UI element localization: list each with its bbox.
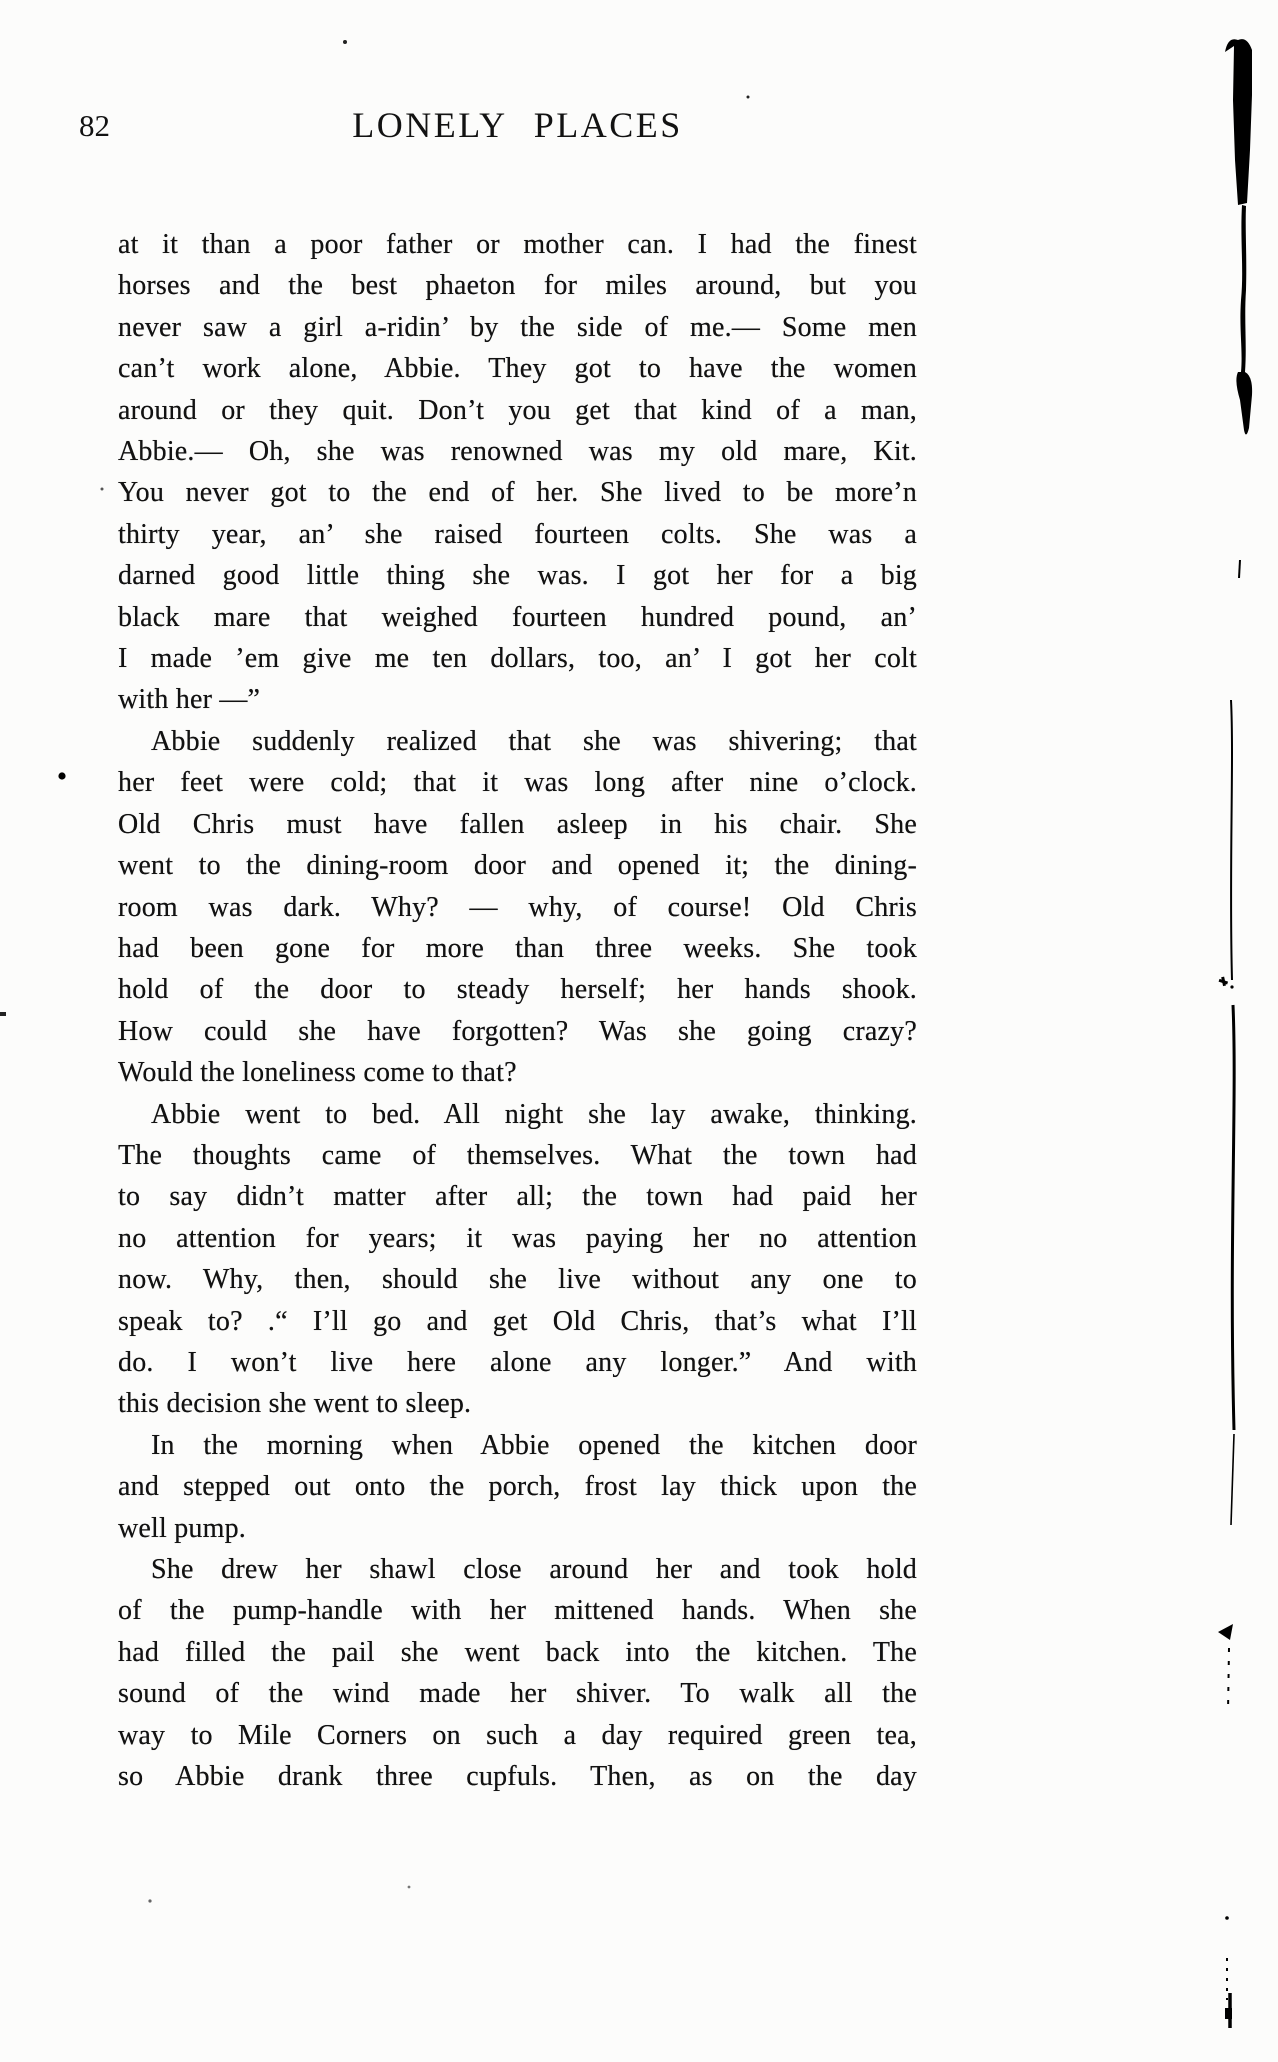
text-line: do. I won’t live here alone any longer.” And with <box>118 1346 917 1378</box>
text-line: darned good little thing she was. I got her for a big <box>118 560 917 592</box>
text-line: I made ’em give me ten dollars, too, an’ I got her colt <box>118 643 917 675</box>
paragraph <box>118 1549 917 1797</box>
text-line: Old Chris must have fallen asleep in his chair. She <box>118 808 917 840</box>
text-line: hold of the door to steady herself; her hands shook. <box>118 974 917 1006</box>
text-line: Abbie went to bed. All night she lay awake, thinking. <box>151 1098 917 1130</box>
text-line: Would the loneliness come to that? <box>118 1057 517 1089</box>
text-line: sound of the wind made her shiver. To walk all the <box>118 1678 917 1710</box>
text-line: to say didn’t matter after all; the town had paid her <box>118 1181 917 1213</box>
text-line: speak to? .“ I’ll go and get Old Chris, that’s what I’ll <box>118 1305 917 1337</box>
page-edge-line-long-icon <box>1231 1005 1234 1525</box>
text-line: and stepped out onto the porch, frost lay thick upon the <box>118 1471 917 1503</box>
arrow-mark-icon <box>1218 1624 1233 1712</box>
page-edge-line-mid-icon <box>1231 560 1240 980</box>
text-line: black mare that weighed fourteen hundred pound, an’ <box>118 601 917 633</box>
text-line: In the morning when Abbie opened the kitchen door <box>151 1429 917 1461</box>
text-line: never saw a girl a-ridin’ by the side of me.— Some men <box>118 311 917 343</box>
text-line: She drew her shawl close around her and took hold <box>151 1554 917 1585</box>
paragraph <box>118 224 917 721</box>
ink-blot-top-right-icon <box>1225 39 1252 434</box>
text-line: so Abbie drank three cupfuls. Then, as on the day <box>118 1761 917 1793</box>
text-line: thirty year, an’ she raised fourteen colts. She was a <box>118 518 917 550</box>
text-line: at it than a poor father or mother can. I had the finest <box>118 229 917 260</box>
text-line: You never got to the end of her. She lived to be more’n <box>118 477 917 509</box>
dotted-trail-icon <box>1225 1916 1232 2028</box>
text-line: Abbie.— Oh, she was renowned was my old mare, Kit. <box>118 436 917 468</box>
text-line: can’t work alone, Abbie. They got to have the women <box>118 353 917 385</box>
text-line: no attention for years; it was paying her no attention <box>118 1222 917 1254</box>
paragraph <box>118 1094 917 1425</box>
text-line: now. Why, then, should she live without any one to <box>118 1264 917 1296</box>
text-line: this decision she went to sleep. <box>118 1388 472 1420</box>
text-line: How could she have forgotten? Was she going crazy? <box>118 1015 917 1047</box>
text-block <box>118 224 917 1797</box>
text-line: had been gone for more than three weeks. She took <box>118 932 917 964</box>
page-number: 82 <box>79 108 110 143</box>
text-line: Abbie suddenly realized that she was shivering; that <box>151 725 917 757</box>
text-line: room was dark. Why? — why, of course! Old Chris <box>118 891 917 923</box>
text-line: of the pump-handle with her mittened hands. When she <box>118 1595 917 1627</box>
text-line: horses and the best phaeton for miles around, but you <box>118 270 917 302</box>
margin-bullet-icon <box>58 772 65 779</box>
text-line: The thoughts came of themselves. What the town had <box>118 1139 917 1171</box>
speck-cluster-icon <box>1219 977 1234 989</box>
paragraph <box>118 721 917 1094</box>
paragraph <box>118 1425 917 1549</box>
text-line: around or they quit. Don’t you get that kind of a man, <box>118 394 917 426</box>
text-line: with her —” <box>118 684 261 716</box>
text-line: well pump. <box>118 1512 246 1544</box>
text-line: way to Mile Corners on such a day required green tea, <box>118 1719 917 1751</box>
text-line: had filled the pail she went back into the kitchen. The <box>118 1636 917 1668</box>
text-line: went to the dining-room door and opened it; the dining- <box>118 850 917 882</box>
text-line: her feet were cold; that it was long after nine o’clock. <box>118 767 917 799</box>
running-title: LONELY PLACES <box>352 105 683 145</box>
